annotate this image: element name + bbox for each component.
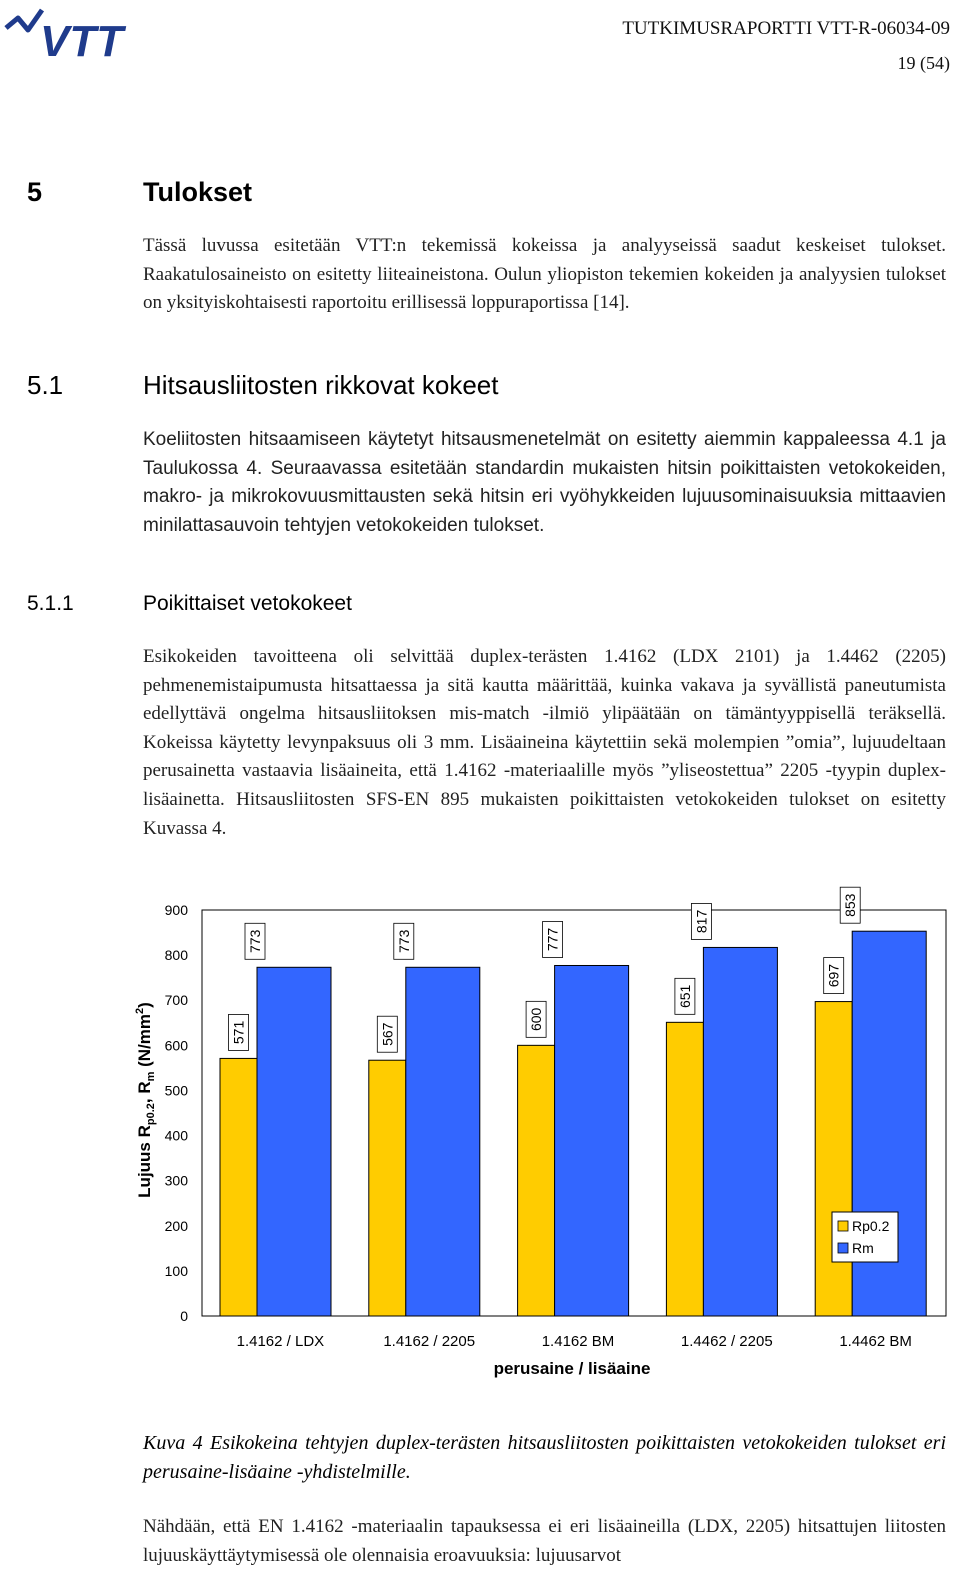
y-tick-label: 700 [164,992,188,1009]
bar-rm [703,947,777,1316]
data-label-text: 567 [379,1022,396,1046]
y-axis-title-sub1: p0.2 [145,1103,157,1126]
data-label-rp02 [824,958,844,994]
legend [832,1212,898,1262]
data-label-text: 651 [676,984,693,1009]
y-axis-title-main: Lujuus R [135,1125,154,1198]
svg-text:Lujuus Rp0.2, Rm (N/mm2) [134,1002,157,1198]
section-intro [143,232,946,318]
subsection-text-body: Koeliitosten hitsaamiseen käytetyt hitsausmenetelmät on esitetty aiemmin kappaleessa 4.1 ja Taulukossa 4. Seuraavassa esitetään standardin mukaisten hitsin poikittaisten vetokokeiden, makro- ja mikrokovuusmittausten sekä hitsin eri vyöhykkeiden lujuusominaisuuksia mittaavien minilattasauvoin tehtyjen vetokokeiden tulokset. [143,429,946,536]
bars [220,887,926,1316]
x-tick-label: 1.4462 / 2205 [680,1333,773,1350]
subsection-title: Hitsausliitosten rikkovat kokeet [143,370,499,400]
x-tick-label: 1.4162 BM [541,1333,615,1350]
subsection-text [143,426,946,540]
data-label-rm [394,923,414,959]
bar-rp02 [666,1022,703,1316]
section-intro-text: Tässä luvussa esitetään VTT:n tekemissä kokeissa ja analyyseissä saadut keskeiset tulokset. Raakatulosaineisto on esitetty liiteaineistona. Oulun yliopiston tekemien kokeiden ja analyysien tulokset on yksityiskohtaisesti raportoitu erillisessä loppuraportissa [14]. [143,235,946,314]
y-tick-label: 100 [164,1262,188,1279]
section-title: Tulokset [143,177,253,207]
y-tick-label: 200 [164,1217,188,1234]
y-tick-label: 0 [180,1308,188,1324]
legend-label: Rp0.2 [852,1218,890,1234]
legend-swatch [838,1221,848,1231]
legend-label: Rm [852,1240,874,1256]
y-axis-title-sub2: m [145,1071,157,1082]
x-axis-title: perusaine / lisäaine [493,1359,651,1378]
y-tick-label: 300 [164,1172,188,1189]
y-tick-label: 400 [164,1127,188,1144]
data-label-text: 777 [544,927,561,952]
subsubsection-text [143,643,946,843]
y-tick-label: 800 [164,947,188,964]
figure-caption-text: Kuva 4 Esikokeina tehtyjen duplex-terästen hitsausliitosten poikittaisten vetokokeiden tulokset eri perusaine-lisäaine -yhdistelmille. [143,1432,946,1483]
y-tick-label: 600 [164,1037,188,1054]
logo-swoosh-icon [6,10,42,30]
closing-text [143,1513,946,1570]
legend-swatch [838,1243,848,1253]
data-label-text: 773 [247,929,263,953]
data-label-text: 697 [825,963,842,988]
y-tick-label: 500 [164,1082,188,1099]
data-label-text: 773 [395,929,412,953]
data-label-rp02 [675,978,695,1014]
section-number: 5 [27,177,43,207]
bar-rm [555,965,629,1316]
bar-rp02 [220,1058,257,1316]
subsubsection-title: Poikittaiset vetokokeet [143,592,352,615]
data-label-text: 853 [842,893,859,917]
y-axis-title [134,1002,157,1198]
bar-rp02 [518,1045,555,1316]
page-number: 19 (54) [897,53,950,73]
data-label-text: 571 [230,1020,247,1045]
y-axis-title-end: ) [135,1002,154,1008]
closing-text-body: Nähdään, että EN 1.4162 -materiaalin tapauksessa ei eri lisäaineilla (LDX, 2205) hitsattujen liitosten lujuuskäyttäytymisessä ole olennaisia eroavuuksia: lujuusarvot [143,1516,946,1566]
y-axis-title-mid: , R [135,1081,154,1104]
bar-rp02 [815,1002,852,1316]
y-tick-label: 900 [164,902,188,918]
y-axis-title-sup: 2 [134,1007,146,1014]
subsection-number: 5.1 [27,370,64,400]
report-id: TUTKIMUSRAPORTTI VTT-R-06034-09 [622,18,950,39]
data-label-rm [691,903,711,939]
subsubsection-number: 5.1.1 [27,592,74,615]
bar-rp02 [369,1060,406,1316]
vtt-logo [4,4,164,64]
x-tick-label: 1.4162 / LDX [236,1333,325,1350]
subsubsection-text-body: Esikokeiden tavoitteena oli selvittää duplex-terästen 1.4162 (LDX 2101) ja 1.4462 (2205) pehmenemistaipumusta hitsattaessa ja sitä kautta määrittää, kuinka vakava ja syvällistä paneutumista edellyttävä ongelma hitsausliitoksen mis-match -ilmiö ylipäätään on tämäntyyppisellä teräksellä. Kokeissa käytetty levynpaksuus oli 3 mm. Lisäaineina käytettiin sekä molempien ”omia”, lujuudeltaan perusainetta vastaavia lisäaineita, että 1.4162 -materiaalille myös ”yliseostettua” 2205 -tyypin duplex-lisäainetta. Hitsausliitosten SFS-EN 895 mukaisten poikittaisten vetokokeiden tulokset on esitetty Kuvassa 4. [143,646,946,839]
y-axis-title-unit: (N/mm [135,1013,154,1072]
data-label-rp02 [526,1001,546,1037]
x-tick-label: 1.4462 BM [839,1333,912,1350]
bar-rm [406,967,480,1316]
data-label-rm [543,921,563,957]
x-axis-labels [237,1333,912,1350]
data-label-rm [245,923,265,959]
data-label-rp02 [229,1014,249,1050]
x-tick-label: 1.4162 / 2205 [383,1333,476,1350]
bar-rm [257,967,331,1316]
y-axis-ticks [165,902,189,1324]
strength-bar-chart [0,880,960,1390]
figure-caption [143,1429,946,1486]
data-label-text: 817 [693,909,710,934]
data-label-rp02 [377,1016,397,1052]
data-label-rm [840,887,860,923]
data-label-text: 600 [528,1007,545,1032]
logo-text: VTT [40,17,124,64]
